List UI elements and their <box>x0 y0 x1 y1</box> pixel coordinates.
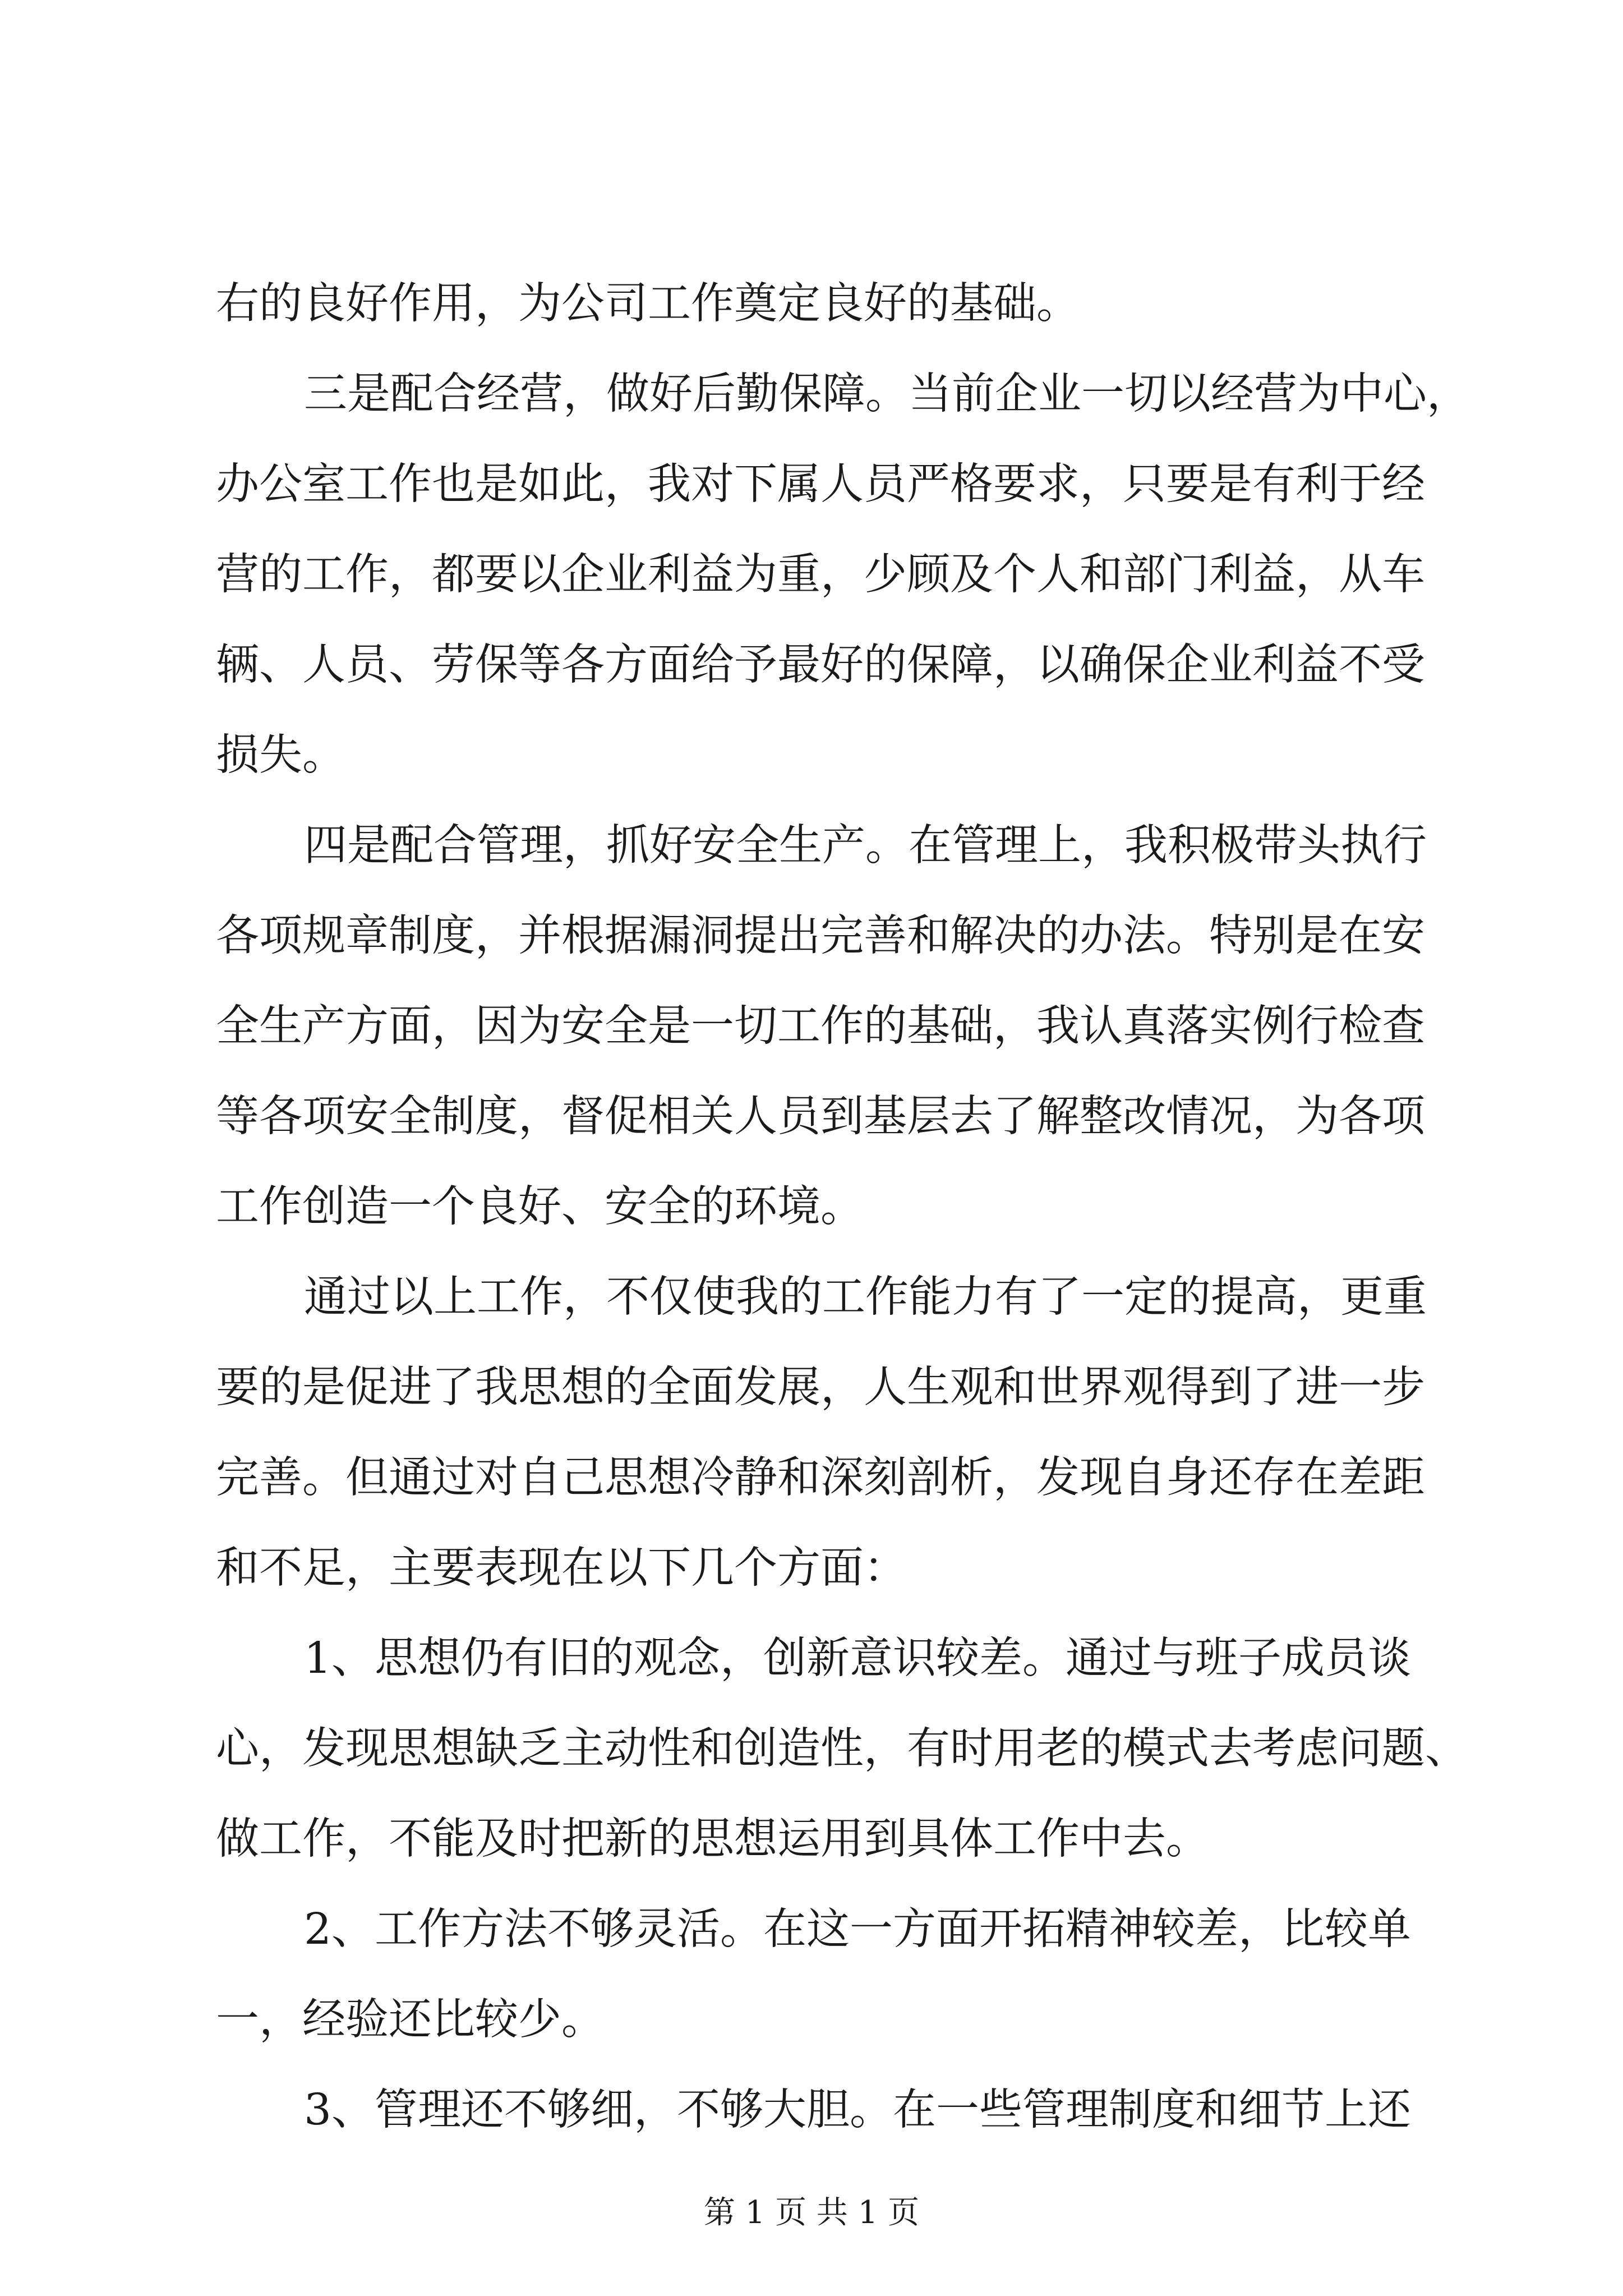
text-line-19: 2 、 工 作 方 法 不 够 灵 活 。 在 这 一 方 面 开 拓 精 神 较 差 ， 比 较 单 <box>304 1904 1411 1954</box>
page-footer: 第 1 页 共 1 页 <box>703 2194 920 2231</box>
text-line-3: 办 公 室 工 作 也 是 如 此 ， 我 对 下 属 人 员 严 格 要 求 ， 只 要 是 有 利 于 经 <box>216 459 1425 509</box>
text-line-10: 等 各 项 安 全 制 度 ， 督 促 相 关 人 员 到 基 层 去 了 解 整 改 情 况 ， 为 各 项 <box>216 1092 1425 1142</box>
text-line-11: 工作创造一个良好、安全的环境。 <box>216 1182 864 1232</box>
text-line-1: 右的良好作用，为公司工作奠定良好的基础。 <box>216 279 1080 329</box>
text-line-8: 各 项 规 章 制 度 ， 并 根 据 漏 洞 提 出 完 善 和 解 决 的 办 法 。 特 别 是 在 安 <box>216 911 1425 961</box>
text-line-16: 1 、 思 想 仍 有 旧 的 观 念 ， 创 新 意 识 较 差 。 通 过 与 班 子 成 员 谈 <box>304 1634 1411 1683</box>
text-line-18: 做工作，不能及时把新的思想运用到具体工作中去。 <box>216 1814 1209 1864</box>
text-line-13: 要 的 是 促 进 了 我 思 想 的 全 面 发 展 ， 人 生 观 和 世 界 观 得 到 了 进 一 步 <box>216 1363 1425 1412</box>
text-line-12: 通 过 以 上 工 作 ， 不 仅 使 我 的 工 作 能 力 有 了 一 定 的 提 高 ， 更 重 <box>304 1272 1427 1322</box>
text-line-17: 心 ， 发 现 思 想 缺 乏 主 动 性 和 创 造 性 ， 有 时 用 老 的 模 式 去 考 虑 问 题 、 <box>216 1724 1468 1774</box>
text-line-15: 和不足，主要表现在以下几个方面： <box>216 1543 907 1593</box>
text-line-5: 辆 、 人 员 、 劳 保 等 各 方 面 给 予 最 好 的 保 障 ， 以 确 保 企 业 利 益 不 受 <box>216 640 1425 690</box>
text-line-9: 全 生 产 方 面 ， 因 为 安 全 是 一 切 工 作 的 基 础 ， 我 认 真 落 实 例 行 检 查 <box>216 1001 1425 1051</box>
text-line-7: 四 是 配 合 管 理 ， 抓 好 安 全 生 产 。 在 管 理 上 ， 我 积 极 带 头 执 行 <box>304 821 1427 871</box>
text-line-14: 完 善 。 但 通 过 对 自 己 思 想 冷 静 和 深 刻 剖 析 ， 发 现 自 身 还 存 在 差 距 <box>216 1453 1425 1503</box>
text-line-20: 一，经验还比较少。 <box>216 1995 605 2045</box>
text-line-6: 损失。 <box>216 730 345 780</box>
text-line-2: 三 是 配 合 经 营 ， 做 好 后 勤 保 障 。 当 前 企 业 一 切 以 经 营 为 中 心 ， <box>304 369 1470 419</box>
text-line-4: 营 的 工 作 ， 都 要 以 企 业 利 益 为 重 ， 少 顾 及 个 人 和 部 门 利 益 ， 从 车 <box>216 550 1425 600</box>
text-line-21: 3 、 管 理 还 不 够 细 ， 不 够 大 胆 。 在 一 些 管 理 制 度 和 细 节 上 还 <box>304 2085 1411 2135</box>
